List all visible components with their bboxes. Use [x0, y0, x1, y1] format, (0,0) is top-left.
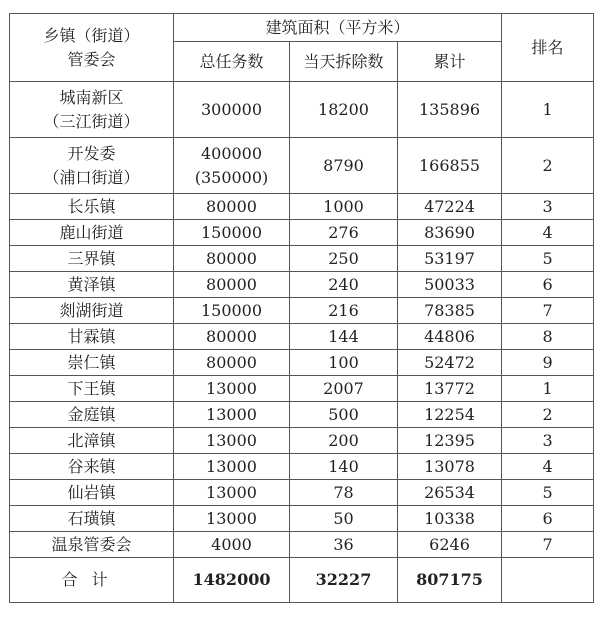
township-name: 石璜镇: [10, 506, 174, 532]
table-row: [10, 350, 594, 376]
rank-value: 7: [502, 532, 594, 558]
today-demolish-value: 140: [290, 454, 398, 480]
table-row: [10, 480, 594, 506]
total-task-value: 13000: [174, 454, 290, 480]
rank-value: 9: [502, 350, 594, 376]
township-name-line: （浦口街道）: [43, 167, 140, 187]
table-row: [10, 428, 594, 454]
header-township-line1: 乡镇（街道）: [43, 25, 140, 45]
cumulative-sum: 807175: [398, 558, 502, 603]
today-demolish-value: 2007: [290, 376, 398, 402]
header-row-1: [10, 14, 594, 42]
table-row: [10, 376, 594, 402]
rank-value: 4: [502, 454, 594, 480]
township-name: 鹿山街道: [10, 220, 174, 246]
total-task-value: 150000: [174, 298, 290, 324]
rank-value: 1: [502, 82, 594, 138]
total-task-value: 4000: [174, 532, 290, 558]
rank-value: 5: [502, 480, 594, 506]
today-demolish-value: 144: [290, 324, 398, 350]
total-task-value: 13000: [174, 506, 290, 532]
township-name: 北漳镇: [10, 428, 174, 454]
cumulative-value: 53197: [398, 246, 502, 272]
today-demolish-value: 8790: [290, 138, 398, 194]
today-demolish-value: 1000: [290, 194, 398, 220]
township-name: 温泉管委会: [10, 532, 174, 558]
total-task-value: 80000: [174, 350, 290, 376]
township-name: 金庭镇: [10, 402, 174, 428]
cumulative-value: 135896: [398, 82, 502, 138]
total-task-value: 80000: [174, 246, 290, 272]
today-demolish-value: 100: [290, 350, 398, 376]
today-demolish-value: 276: [290, 220, 398, 246]
township-name: 长乐镇: [10, 194, 174, 220]
today-demolish-value: 500: [290, 402, 398, 428]
township-name: 仙岩镇: [10, 480, 174, 506]
header-total-task: 总任务数: [174, 42, 290, 82]
township-name: 甘霖镇: [10, 324, 174, 350]
township-name-line: 城南新区: [59, 87, 124, 107]
township-name-line: 开发委: [67, 143, 116, 163]
header-cumulative: 累计: [398, 42, 502, 82]
total-task-value: 13000: [174, 480, 290, 506]
total-task-value: 13000: [174, 428, 290, 454]
cumulative-value: 50033: [398, 272, 502, 298]
township-name: [10, 138, 174, 194]
cumulative-value: 83690: [398, 220, 502, 246]
today-demolish-value: 250: [290, 246, 398, 272]
cumulative-value: 6246: [398, 532, 502, 558]
table-row: [10, 402, 594, 428]
today-demolish-value: 78: [290, 480, 398, 506]
today-demolish-sum: 32227: [290, 558, 398, 603]
township-name: 崇仁镇: [10, 350, 174, 376]
township-name-line: （三江街道）: [43, 111, 140, 131]
cumulative-value: 13078: [398, 454, 502, 480]
rank-value: 6: [502, 506, 594, 532]
table-row: [10, 298, 594, 324]
cumulative-value: 12254: [398, 402, 502, 428]
header-today-demolish: 当天拆除数: [290, 42, 398, 82]
rank-value: 3: [502, 194, 594, 220]
total-label: 合计: [10, 558, 174, 603]
total-rank-empty: [502, 558, 594, 603]
rank-value: 6: [502, 272, 594, 298]
total-task-value: 300000: [174, 82, 290, 138]
rank-value: 3: [502, 428, 594, 454]
table-row: [10, 220, 594, 246]
demolition-statistics-table: [9, 13, 594, 603]
cumulative-value: 166855: [398, 138, 502, 194]
township-name: 剡湖街道: [10, 298, 174, 324]
today-demolish-value: 216: [290, 298, 398, 324]
cumulative-value: 10338: [398, 506, 502, 532]
total-task-value-line: (350000): [194, 167, 269, 187]
rank-value: 8: [502, 324, 594, 350]
table-row: [10, 246, 594, 272]
table-row: [10, 194, 594, 220]
rank-value: 1: [502, 376, 594, 402]
table-row: [10, 506, 594, 532]
today-demolish-value: 18200: [290, 82, 398, 138]
rank-value: 5: [502, 246, 594, 272]
header-township-line2: 管委会: [67, 49, 116, 69]
table-row: [10, 138, 594, 194]
township-name: 下王镇: [10, 376, 174, 402]
township-name: 黄泽镇: [10, 272, 174, 298]
header-rank: 排名: [502, 14, 594, 82]
today-demolish-value: 36: [290, 532, 398, 558]
today-demolish-value: 50: [290, 506, 398, 532]
total-row: [10, 558, 594, 603]
rank-value: 4: [502, 220, 594, 246]
today-demolish-value: 240: [290, 272, 398, 298]
header-area-group: 建筑面积（平方米）: [174, 14, 502, 42]
cumulative-value: 47224: [398, 194, 502, 220]
today-demolish-value: 200: [290, 428, 398, 454]
township-name: 谷来镇: [10, 454, 174, 480]
township-name: 三界镇: [10, 246, 174, 272]
total-task-value: 80000: [174, 324, 290, 350]
table-row: [10, 532, 594, 558]
rank-value: 2: [502, 402, 594, 428]
cumulative-value: 44806: [398, 324, 502, 350]
total-task-value: 80000: [174, 272, 290, 298]
cumulative-value: 26534: [398, 480, 502, 506]
table-row: [10, 272, 594, 298]
table-row: [10, 82, 594, 138]
total-task-value-line: 400000: [200, 143, 263, 163]
total-task-value: 150000: [174, 220, 290, 246]
township-name: [10, 82, 174, 138]
total-task-value: [174, 138, 290, 194]
cumulative-value: 12395: [398, 428, 502, 454]
cumulative-value: 52472: [398, 350, 502, 376]
table-row: [10, 324, 594, 350]
header-township: [10, 14, 174, 82]
total-task-sum: 1482000: [174, 558, 290, 603]
table-row: [10, 454, 594, 480]
cumulative-value: 13772: [398, 376, 502, 402]
total-task-value: 13000: [174, 376, 290, 402]
total-task-value: 13000: [174, 402, 290, 428]
total-task-value: 80000: [174, 194, 290, 220]
rank-value: 2: [502, 138, 594, 194]
cumulative-value: 78385: [398, 298, 502, 324]
rank-value: 7: [502, 298, 594, 324]
